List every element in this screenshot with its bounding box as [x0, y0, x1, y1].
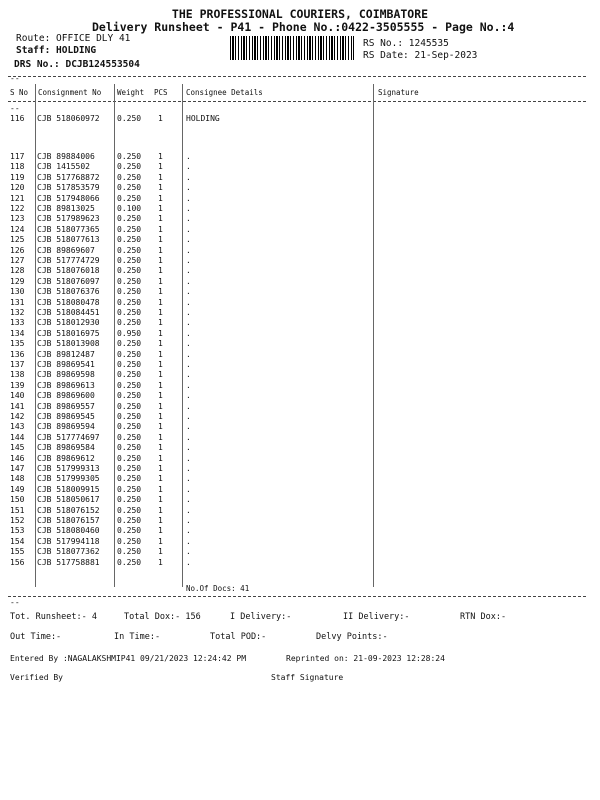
row-consignment: CJB 518016975: [37, 328, 100, 338]
row-details: .: [186, 339, 191, 349]
table-row: [0, 495, 600, 505]
row-weight: 0.250: [117, 536, 142, 546]
row-consignment: CJB 89869541: [37, 360, 95, 369]
row-details: .: [186, 328, 191, 338]
row-consignment: CJB 518080478: [37, 297, 100, 307]
table-row: [0, 537, 600, 547]
row-weight: 0.250: [117, 287, 142, 297]
row-details: .: [186, 453, 191, 463]
row-sno: 142: [10, 412, 25, 421]
rs-number: RS No.: 1245535: [363, 38, 449, 49]
row-consignment: CJB 518076152: [37, 505, 100, 515]
row-consignment: CJB 518013908: [37, 339, 100, 349]
row-pcs: 1: [158, 412, 163, 421]
table-row: [0, 214, 600, 224]
row-consignment: CJB 518077365: [37, 224, 100, 234]
row-sno: 144: [10, 432, 25, 442]
row-consignment: CJB 89869607: [37, 245, 95, 255]
row-sno: 133: [10, 318, 25, 328]
row-consignment: CJB 89869598: [37, 370, 95, 380]
row-weight: 0.250: [117, 339, 142, 349]
row-weight: 0.250: [117, 349, 142, 359]
row-sno: 149: [10, 484, 25, 494]
row-details: .: [186, 152, 191, 161]
row-consignment: CJB 518076157: [37, 516, 100, 525]
row-sno: 143: [10, 422, 25, 432]
row-weight: 0.250: [117, 266, 142, 276]
table-row: [0, 360, 600, 370]
row-sno: 126: [10, 245, 25, 255]
row-pcs: 1: [158, 287, 163, 297]
row-pcs: 1: [158, 162, 163, 172]
row-pcs: 1: [158, 318, 163, 328]
row-pcs: 1: [158, 370, 163, 380]
total-pod: Total POD:-: [210, 632, 267, 642]
row-pcs: 1: [158, 422, 163, 432]
total-dox: Total Dox:- 156: [124, 612, 201, 622]
row-weight: 0.250: [117, 412, 142, 421]
table-row: [0, 402, 600, 412]
row-sno: 155: [10, 547, 25, 557]
table-row: [0, 350, 600, 360]
table-row: [0, 443, 600, 453]
row-weight: 0.250: [117, 391, 142, 401]
row-pcs: 1: [158, 114, 163, 123]
row-weight: 0.250: [117, 401, 142, 411]
table-row: [0, 225, 600, 235]
row-weight: 0.250: [117, 183, 142, 193]
rtn-dox: RTN Dox:-: [460, 612, 507, 622]
drs-number: DRS No.: DCJB124553504: [14, 59, 140, 70]
row-pcs: 1: [158, 526, 163, 536]
table-row: [0, 287, 600, 297]
row-pcs: 1: [158, 297, 163, 307]
runsheet-title: Delivery Runsheet - P41 - Phone No.:0422-3505555 - Page No.:4: [92, 20, 515, 34]
table-row: [0, 370, 600, 380]
row-consignment: CJB 89884006: [37, 152, 95, 161]
row-consignment: CJB 518077613: [37, 235, 100, 245]
table-row: [0, 454, 600, 464]
row-sno: 151: [10, 505, 25, 515]
table-row: [0, 308, 600, 318]
table-row: [0, 558, 600, 568]
row-consignment: CJB 517948066: [37, 193, 100, 203]
table-row: [0, 277, 600, 287]
col-header-pcs: PCS: [154, 88, 168, 97]
rs-date: RS Date: 21-Sep-2023: [363, 50, 478, 61]
row-weight: 0.250: [117, 193, 142, 203]
row-pcs: 1: [158, 328, 163, 338]
row-weight: 0.250: [117, 505, 142, 515]
row-details: .: [186, 224, 191, 234]
row-details: .: [186, 401, 191, 411]
row-sno: 148: [10, 474, 25, 484]
row-consignment: CJB 517853579: [37, 183, 100, 193]
row-sno: 127: [10, 256, 25, 265]
row-pcs: 1: [158, 360, 163, 369]
row-pcs: 1: [158, 443, 163, 453]
row-weight: 0.250: [117, 547, 142, 557]
row-weight: 0.250: [117, 308, 142, 317]
row-consignment: CJB 518077362: [37, 547, 100, 557]
table-row: [0, 114, 600, 124]
row-pcs: 1: [158, 516, 163, 525]
table-row: [0, 183, 600, 193]
row-weight: 0.250: [117, 453, 142, 463]
staff-signature: Staff Signature: [271, 673, 344, 682]
row-weight: 0.250: [117, 495, 142, 505]
row-details: .: [186, 474, 191, 484]
row-pcs: 1: [158, 152, 163, 161]
reprinted-on: Reprinted on: 21-09-2023 12:28:24: [286, 654, 445, 663]
barcode: [230, 36, 354, 60]
row-details: .: [186, 214, 191, 224]
row-weight: 0.250: [117, 443, 142, 453]
row-details: .: [186, 235, 191, 245]
row-details: .: [186, 172, 191, 182]
table-row: [0, 162, 600, 172]
i-delivery: I Delivery:-: [230, 612, 292, 622]
row-pcs: 1: [158, 214, 163, 224]
table-row: [0, 391, 600, 401]
row-sno: 147: [10, 464, 25, 473]
table-row: [0, 173, 600, 183]
row-sno: 118: [10, 162, 25, 172]
table-row: [0, 339, 600, 349]
row-sno: 135: [10, 339, 25, 349]
row-consignment: CJB 518076376: [37, 287, 100, 297]
row-pcs: 1: [158, 495, 163, 505]
row-sno: 121: [10, 193, 25, 203]
row-consignment: CJB 517989623: [37, 214, 100, 224]
row-sno: 136: [10, 349, 25, 359]
table-row: [0, 256, 600, 266]
row-weight: 0.250: [117, 256, 142, 265]
row-consignment: CJB 517999313: [37, 464, 100, 473]
row-weight: 0.250: [117, 276, 142, 286]
row-sno: 116: [10, 114, 25, 123]
row-details: .: [186, 349, 191, 359]
row-details: .: [186, 505, 191, 515]
dash-mark: --: [10, 104, 20, 113]
row-consignment: CJB 89869613: [37, 380, 95, 390]
row-sno: 156: [10, 557, 25, 567]
row-pcs: 1: [158, 380, 163, 390]
row-sno: 131: [10, 297, 25, 307]
row-pcs: 1: [158, 308, 163, 317]
row-details: .: [186, 204, 191, 213]
row-consignment: CJB 89869612: [37, 453, 95, 463]
row-weight: 0.250: [117, 464, 142, 473]
row-details: .: [186, 484, 191, 494]
row-details: .: [186, 266, 191, 276]
row-pcs: 1: [158, 204, 163, 213]
table-row: [0, 422, 600, 432]
col-header-consignment: Consignment No: [38, 88, 102, 97]
row-weight: 0.250: [117, 484, 142, 494]
row-pcs: 1: [158, 484, 163, 494]
row-details: .: [186, 422, 191, 432]
row-pcs: 1: [158, 224, 163, 234]
verified-by: Verified By: [10, 673, 63, 682]
row-weight: 0.250: [117, 162, 142, 172]
row-consignment: CJB 1415502: [37, 162, 90, 172]
table-row: [0, 318, 600, 328]
row-weight: 0.250: [117, 516, 142, 525]
row-consignment: CJB 89869594: [37, 422, 95, 432]
row-sno: 122: [10, 204, 25, 213]
row-sno: 154: [10, 536, 25, 546]
row-details: .: [186, 308, 191, 317]
entered-by: Entered By :NAGALAKSHMIP41 09/21/2023 12:24:42 PM: [10, 654, 247, 663]
row-weight: 0.250: [117, 380, 142, 390]
row-pcs: 1: [158, 432, 163, 442]
row-weight: 0.250: [117, 360, 142, 369]
row-details: .: [186, 256, 191, 265]
row-pcs: 1: [158, 474, 163, 484]
table-row: [0, 381, 600, 391]
row-weight: 0.250: [117, 114, 142, 123]
col-header-consignee: Consignee Details: [186, 88, 263, 97]
row-details: .: [186, 526, 191, 536]
row-weight: 0.250: [117, 214, 142, 224]
row-pcs: 1: [158, 266, 163, 276]
tot-runsheet: Tot. Runsheet:- 4: [10, 612, 97, 622]
table-row: [0, 433, 600, 443]
no-of-docs: No.Of Docs: 41: [186, 584, 250, 593]
table-row: [0, 464, 600, 474]
row-details: .: [186, 464, 191, 473]
row-sno: 150: [10, 495, 25, 505]
row-consignment: CJB 518080460: [37, 526, 100, 536]
row-sno: 152: [10, 516, 25, 525]
table-row: [0, 526, 600, 536]
row-pcs: 1: [158, 536, 163, 546]
row-weight: 0.250: [117, 557, 142, 567]
row-details: .: [186, 391, 191, 401]
table-row: [0, 485, 600, 495]
row-sno: 137: [10, 360, 25, 369]
row-details: .: [186, 443, 191, 453]
table-row: [0, 266, 600, 276]
row-consignment: CJB 89869584: [37, 443, 95, 453]
row-weight: 0.250: [117, 370, 142, 380]
row-consignment: CJB 518084451: [37, 308, 100, 317]
divider: [8, 101, 586, 102]
row-pcs: 1: [158, 505, 163, 515]
row-consignment: CJB 517999305: [37, 474, 100, 484]
row-details: .: [186, 380, 191, 390]
row-pcs: 1: [158, 256, 163, 265]
row-consignment: CJB 518009915: [37, 484, 100, 494]
row-sno: 119: [10, 172, 25, 182]
row-details: .: [186, 276, 191, 286]
row-weight: 0.100: [117, 204, 142, 213]
row-weight: 0.250: [117, 224, 142, 234]
row-sno: 130: [10, 287, 25, 297]
table-row: [0, 204, 600, 214]
row-weight: 0.250: [117, 235, 142, 245]
row-sno: 145: [10, 443, 25, 453]
row-details: .: [186, 557, 191, 567]
delvy-points: Delvy Points:-: [316, 632, 388, 642]
row-pcs: 1: [158, 453, 163, 463]
table-row: [0, 506, 600, 516]
row-weight: 0.250: [117, 474, 142, 484]
row-consignment: CJB 517774697: [37, 432, 100, 442]
row-sno: 128: [10, 266, 25, 276]
row-weight: 0.250: [117, 526, 142, 536]
table-row: [0, 412, 600, 422]
row-details: .: [186, 360, 191, 369]
row-sno: 124: [10, 224, 25, 234]
row-details: .: [186, 370, 191, 380]
row-consignment: CJB 89869600: [37, 391, 95, 401]
row-details: HOLDING: [186, 114, 220, 123]
row-pcs: 1: [158, 183, 163, 193]
row-pcs: 1: [158, 547, 163, 557]
row-pcs: 1: [158, 464, 163, 473]
dash-mark: --: [10, 74, 20, 83]
row-sno: 120: [10, 183, 25, 193]
row-weight: 0.950: [117, 328, 142, 338]
row-consignment: CJB 517768872: [37, 172, 100, 182]
row-sno: 129: [10, 276, 25, 286]
row-sno: 146: [10, 453, 25, 463]
table-row: [0, 194, 600, 204]
route-label: Route: OFFICE DLY 41: [16, 33, 131, 44]
table-row: [0, 547, 600, 557]
row-consignment: CJB 89869557: [37, 401, 95, 411]
row-consignment: CJB 518076018: [37, 266, 100, 276]
table-row: [0, 152, 600, 162]
row-sno: 140: [10, 391, 25, 401]
table-row: [0, 474, 600, 484]
table-row: [0, 298, 600, 308]
col-header-weight: Weight: [117, 88, 145, 97]
divider: [8, 76, 586, 77]
row-weight: 0.250: [117, 297, 142, 307]
ii-delivery: II Delivery:-: [343, 612, 410, 622]
row-details: .: [186, 432, 191, 442]
row-pcs: 1: [158, 235, 163, 245]
row-sno: 123: [10, 214, 25, 224]
row-pcs: 1: [158, 193, 163, 203]
row-details: .: [186, 193, 191, 203]
row-pcs: 1: [158, 172, 163, 182]
row-consignment: CJB 517758881: [37, 557, 100, 567]
row-details: .: [186, 245, 191, 255]
row-sno: 153: [10, 526, 25, 536]
row-consignment: CJB 518012930: [37, 318, 100, 328]
col-header-sno: S No: [10, 88, 29, 97]
row-details: .: [186, 318, 191, 328]
row-sno: 139: [10, 380, 25, 390]
row-pcs: 1: [158, 245, 163, 255]
row-weight: 0.250: [117, 152, 142, 161]
row-consignment: CJB 518076097: [37, 276, 100, 286]
row-consignment: CJB 518060972: [37, 114, 100, 123]
row-sno: 134: [10, 328, 25, 338]
company-name: THE PROFESSIONAL COURIERS, COIMBATORE: [171, 7, 429, 21]
row-sno: 138: [10, 370, 25, 380]
row-weight: 0.250: [117, 172, 142, 182]
row-weight: 0.250: [117, 422, 142, 432]
row-details: .: [186, 183, 191, 193]
row-pcs: 1: [158, 349, 163, 359]
row-details: .: [186, 495, 191, 505]
row-details: .: [186, 516, 191, 525]
dash-mark: --: [10, 598, 20, 607]
table-row: [0, 235, 600, 245]
row-pcs: 1: [158, 276, 163, 286]
row-weight: 0.250: [117, 432, 142, 442]
row-details: .: [186, 412, 191, 421]
row-consignment: CJB 89813025: [37, 204, 95, 213]
row-weight: 0.250: [117, 245, 142, 255]
row-details: .: [186, 547, 191, 557]
col-header-signature: Signature: [378, 88, 419, 97]
table-row: [0, 329, 600, 339]
row-details: .: [186, 297, 191, 307]
in-time: In Time:-: [114, 632, 161, 642]
row-details: .: [186, 536, 191, 546]
row-consignment: CJB 89869545: [37, 412, 95, 421]
divider: [8, 596, 586, 597]
row-sno: 125: [10, 235, 25, 245]
row-pcs: 1: [158, 557, 163, 567]
row-consignment: CJB 518050617: [37, 495, 100, 505]
row-weight: 0.250: [117, 318, 142, 328]
row-details: .: [186, 162, 191, 172]
row-pcs: 1: [158, 401, 163, 411]
row-sno: 141: [10, 401, 25, 411]
row-sno: 132: [10, 308, 25, 317]
row-consignment: CJB 517774729: [37, 256, 100, 265]
row-details: .: [186, 287, 191, 297]
out-time: Out Time:-: [10, 632, 62, 642]
row-sno: 117: [10, 152, 25, 161]
row-pcs: 1: [158, 339, 163, 349]
row-consignment: CJB 89812487: [37, 349, 95, 359]
row-pcs: 1: [158, 391, 163, 401]
row-consignment: CJB 517994118: [37, 536, 100, 546]
table-row: [0, 516, 600, 526]
staff-label: Staff: HOLDING: [16, 45, 97, 56]
table-row: [0, 246, 600, 256]
